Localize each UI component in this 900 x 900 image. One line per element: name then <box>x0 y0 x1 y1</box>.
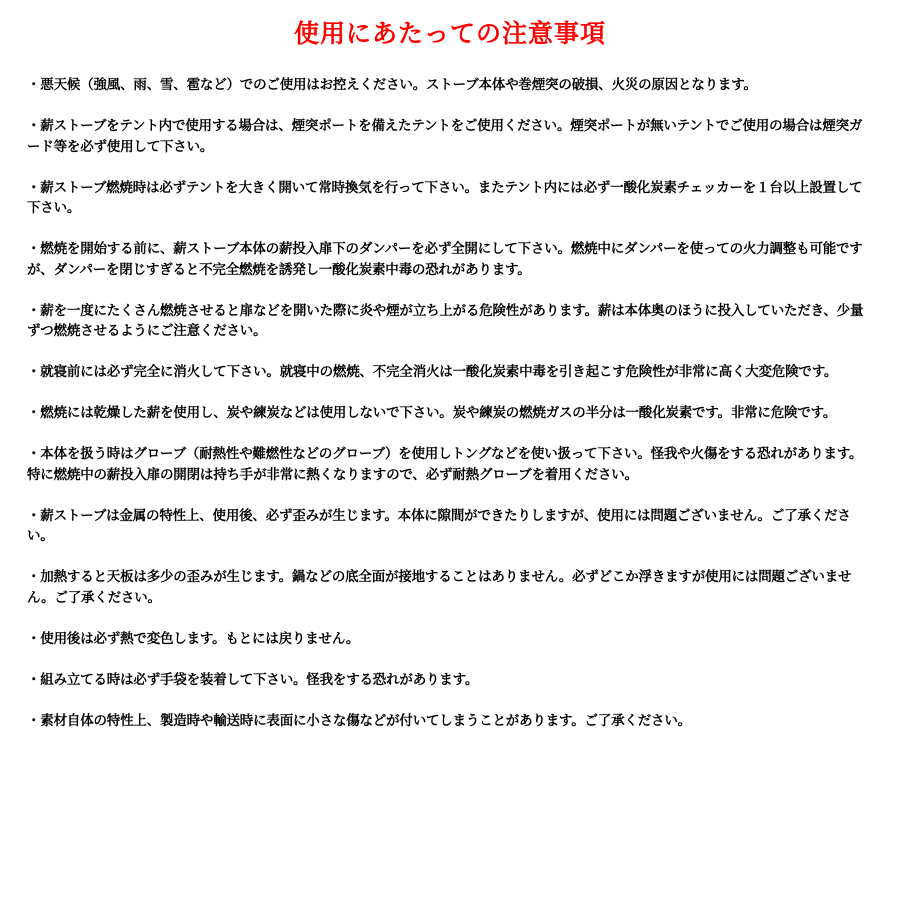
notice-list <box>27 75 865 752</box>
notice-bad-weather: ・悪天候（強風、雨、雪、雹など）でのご使用はお控えください。ストーブ本体や巻煙突の破損、火災の原因となります。 <box>27 77 757 93</box>
notice-assembly-gloves: ・組み立てる時は必ず手袋を装着して下さい。怪我をする恐れがあります。 <box>27 671 479 688</box>
notice-dry-firewood: ・燃焼には乾燥した薪を使用し、炭や練炭などは使用しないで下さい。炭や練炭の燃焼ガスの半分は一酸化炭素です。非常に危険です。 <box>27 405 837 421</box>
notice-surface-scratches: ・素材自体の特性上、製造時や輸送時に表面に小さな傷などが付いてしまうことがあります。ご了承ください。 <box>27 712 691 729</box>
page-title: 使用にあたっての注意事項 <box>293 19 606 48</box>
notice-top-plate-distortion: ・加熱すると天板は多少の歪みが生じます。鍋などの底全面が接地することはありません。必ずどこか浮きますが使用には問題ございません。ご了承ください。 <box>27 569 852 606</box>
notice-gloves-handling: ・本体を扱う時はグローブ（耐熱性や難燃性などのグローブ）を使用しトングなどを使い扱って下さい。怪我や火傷をする恐れがあります。特に燃焼中の薪投入扉の開閉は持ち手が非常に熱くなりますので、必ず耐熱グローブを着用ください。 <box>27 446 863 483</box>
notice-ventilation-co-checker: ・薪ストーブ燃焼時は必ずテントを大きく開いて常時換気を行って下さい。またテント内には必ず一酸化炭素チェッカーを１台以上設置して下さい。 <box>27 179 863 216</box>
notice-firewood-amount: ・薪を一度にたくさん燃焼させると扉などを開いた際に炎や煙が立ち上がる危険性があります。薪は本体奥のほうに投入していただき、少量ずつ燃焼させるようにご注意ください。 <box>27 302 864 339</box>
notice-metal-distortion: ・薪ストーブは金属の特性上、使用後、必ず歪みが生じます。本体に隙間ができたりしますが、使用には問題ございません。ご了承ください。 <box>27 507 851 544</box>
notice-tent-chimney-port: ・薪ストーブをテント内で使用する場合は、煙突ポートを備えたテントをご使用ください。煙突ポートが無いテントでご使用の場合は煙突ガード等を必ず使用して下さい。 <box>27 118 863 155</box>
notice-damper: ・燃焼を開始する前に、薪ストーブ本体の薪投入扉下のダンパーを必ず全開にして下さい。燃焼中にダンパーを使っての火力調整も可能ですが、ダンパーを閉じすぎると不完全燃焼を誘発し一酸化炭素中毒の恐れがあります。 <box>27 241 863 278</box>
notice-discoloration: ・使用後は必ず熱で変色します。もとには戻りません。 <box>27 630 360 647</box>
notice-extinguish-before-sleep: ・就寝前には必ず完全に消火して下さい。就寝中の燃焼、不完全消火は一酸化炭素中毒を引き起こす危険性が非常に高く大変危険です。 <box>27 364 838 380</box>
